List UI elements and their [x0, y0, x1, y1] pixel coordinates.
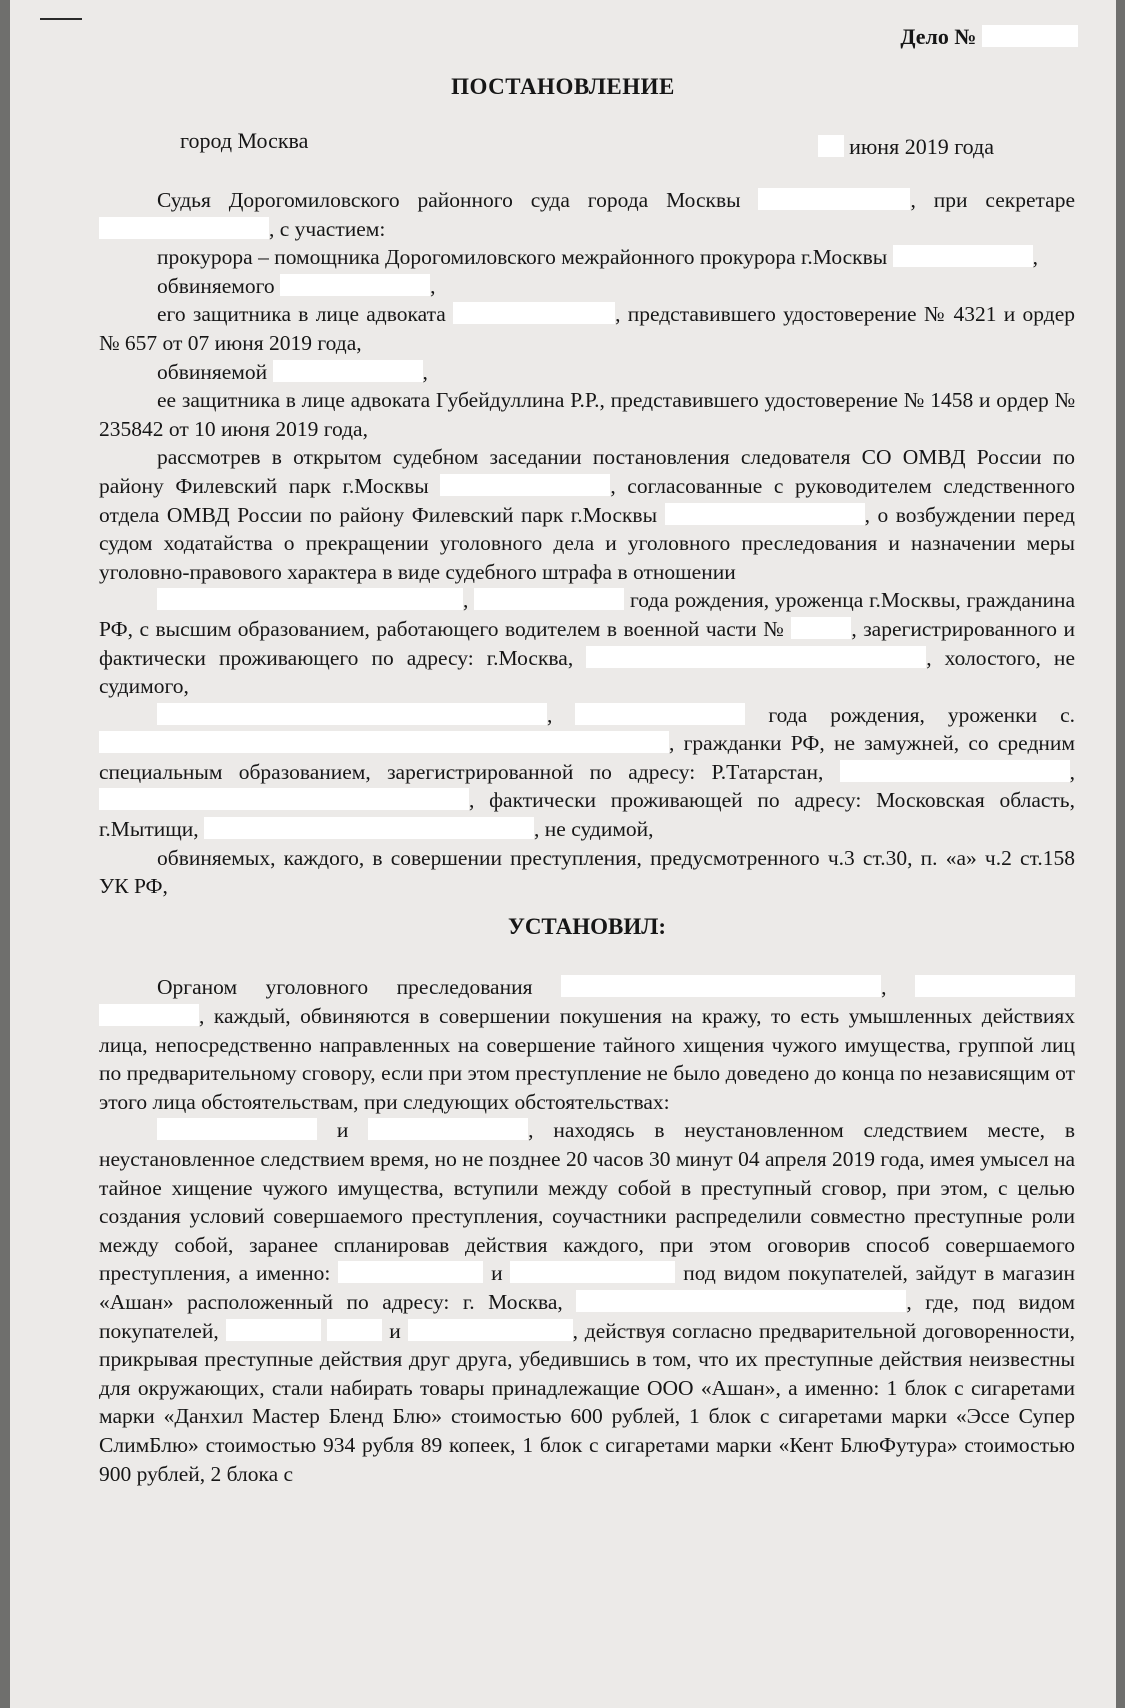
paragraph-accusation: Органом уголовного преследования , , каждый, обвиняются в совершении покушения на кражу, то есть умышленных действиях лица, непосредственно направленных на совершение тайного хищения чужого имущества, группой лиц по предварительному сговору, если при этом преступление не было доведено до конца по независящим от этого лица обстоятельствам, при следующих обстоятельствах: — [99, 975, 1075, 1114]
redaction — [226, 1319, 321, 1341]
redaction — [99, 788, 469, 810]
city: город Москва — [180, 128, 309, 153]
case-number — [900, 24, 1078, 50]
redaction — [327, 1319, 382, 1341]
redaction — [840, 760, 1070, 782]
paragraph-accused-2: обвиняемой , — [157, 359, 428, 384]
paragraph-accused-2-details: , года рождения, уроженки с. , гражданки РФ, не замужней, со средним специальным образованием, зарегистрированной по адресу: Р.Татарстан, , , фактически проживающей по адресу: Московская область, г.Мытищи, , не судимой, — [99, 702, 1076, 842]
redaction — [791, 617, 851, 639]
paragraph-accused-1: обвиняемого , — [157, 273, 436, 298]
section-title-established: УСТАНОВИЛ: — [507, 913, 667, 939]
redaction — [561, 975, 881, 997]
paragraph-judge: Судья Дорогомиловского районного суда города Москвы , при секретаре , с участием: — [99, 186, 1075, 243]
paragraph-prosecutor: прокурора – помощника Дорогомиловского межрайонного прокурора г.Москвы , — [157, 245, 1038, 270]
intro-section — [99, 186, 1075, 1488]
redaction — [99, 731, 669, 753]
document-date: июня 2019 года — [818, 134, 994, 160]
redaction — [982, 25, 1078, 47]
case-label: Дело № — [900, 24, 977, 49]
redaction — [453, 302, 615, 324]
document-title: ПОСТАНОВЛЕНИЕ — [451, 74, 675, 99]
redaction — [280, 274, 430, 296]
redaction — [157, 1118, 317, 1140]
redaction — [818, 135, 844, 157]
paragraph-motion: рассмотрев в открытом судебном заседании постановления следователя СО ОМВД России по району Филевский парк г.Москвы , согласованные с руководителем следственного отдела ОМВД России по району Филевский парк г.Москвы , о возбуждении перед судом ходатайства о прекращении уголовного дела и уголовного преследования и назначении меры уголовно-правового характера в виде судебного штрафа в отношении — [99, 445, 1076, 584]
redaction — [99, 1004, 199, 1026]
redaction — [204, 817, 534, 839]
paragraph-accused-1-details: , года рождения, уроженца г.Москвы, гражданина РФ, с высшим образованием, работающего водителем в военной части № , зарегистрированного и фактически проживающего по адресу: г.Москва, , холостого, не судимого, — [99, 588, 1076, 699]
redaction — [758, 188, 910, 210]
redaction — [99, 217, 269, 239]
paragraph-charge: обвиняемых, каждого, в совершении преступления, предусмотренного ч.3 ст.30, п. «а» ч.2 ст.158 УК РФ, — [99, 845, 1075, 899]
paragraph-circumstances: и , находясь в неустановленном следствием месте, в неустановленное следствием время, но не позднее 20 часов 30 минут 04 апреля 2019 года, имея умысел на тайное хищение чужого имущества, вступили между собой в преступный сговор, при этом, с целью создания условий совершаемого преступления, соучастники распределили совместно преступные роли между собой, заранее спланировав действия каждого, при этом оговорив способ совершаемого преступления, а именно: и под видом покупателей, зайдут в магазин «Ашан» расположенный по адресу: г. Москва, , где, под видом покупателей, и , действуя согласно предварительной договоренности, прикрывая преступные действия друг друга, убедившись в том, что их преступные действия неизвестны для окружающих, стали набирать товары принадлежащие ООО «Ашан», а именно: 1 блок с сигаретами марки «Данхил Мастер Бленд Блю» стоимостью 600 рублей, 1 блок с сигаретами марки «Эссе Супер СлимБлю» стоимостью 934 рубля 89 копеек, 1 блок с сигаретами марки «Кент БлюФутура» стоимостью 900 рублей, 2 блока с — [99, 1118, 1076, 1486]
redaction — [576, 1290, 906, 1312]
redaction — [915, 975, 1075, 997]
redaction — [474, 588, 624, 610]
redaction — [157, 588, 463, 610]
redaction — [440, 474, 610, 496]
redaction — [510, 1261, 675, 1283]
paragraph-defender-2: ее защитника в лице адвоката Губейдуллина Р.Р., представившего удостоверение № 1458 и ордер № 235842 от 10 июня 2019 года, — [99, 388, 1075, 441]
redaction — [157, 703, 547, 725]
document-page — [10, 0, 1116, 1708]
redaction — [408, 1319, 573, 1341]
redaction — [575, 703, 745, 725]
paragraph-defender-1: его защитника в лице адвоката , представившего удостоверение № 4321 и ордер № 657 от 07 июня 2019 года, — [99, 302, 1076, 355]
redaction — [586, 646, 926, 668]
redaction — [665, 503, 865, 525]
redaction — [368, 1118, 528, 1140]
redaction — [338, 1261, 483, 1283]
redaction — [893, 245, 1033, 267]
corner-mark — [40, 18, 82, 20]
redaction — [273, 360, 423, 382]
